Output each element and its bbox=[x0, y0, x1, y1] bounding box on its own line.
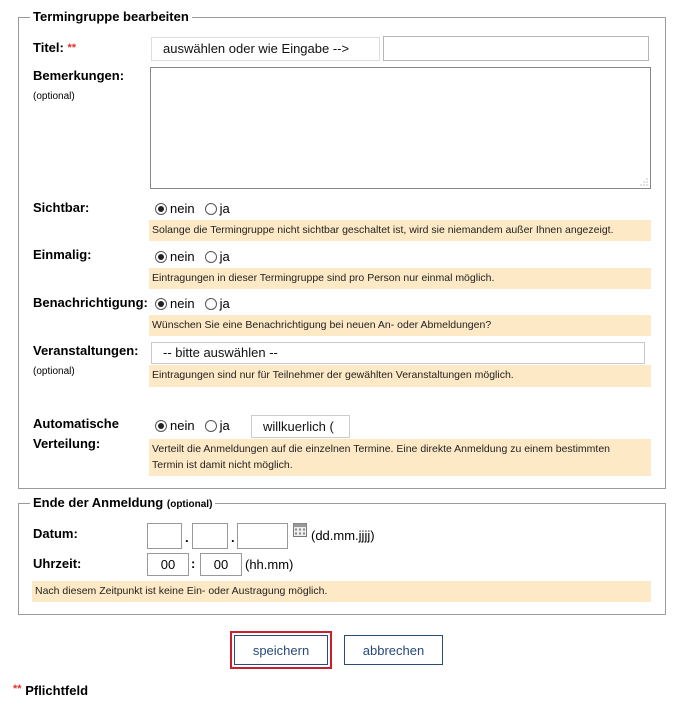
date-separator: . bbox=[185, 530, 189, 545]
time-label: Uhrzeit: bbox=[33, 556, 82, 571]
visible-no-label: nein bbox=[170, 201, 195, 216]
termingruppe-legend: Termingruppe bearbeiten bbox=[30, 9, 192, 24]
courses-select[interactable]: -- bitte auswählen -- bbox=[151, 342, 645, 364]
visible-hint: Solange die Termingruppe nicht sichtbar geschaltet ist, wird sie niemandem außer Ihnen angezeigt. bbox=[149, 220, 651, 241]
title-preset-select[interactable]: auswählen oder wie Eingabe --> bbox=[151, 37, 380, 61]
year-input[interactable] bbox=[237, 523, 288, 549]
remarks-label: Bemerkungen: bbox=[33, 68, 125, 83]
notify-no-label: nein bbox=[170, 296, 195, 311]
notify-hint: Wünschen Sie eine Benachrichtigung bei neuen An- oder Abmeldungen? bbox=[149, 315, 651, 336]
courses-optional: (optional) bbox=[33, 366, 75, 377]
minute-input[interactable]: 00 bbox=[200, 553, 242, 576]
title-label: Titel: ** bbox=[33, 40, 77, 55]
auto-no-radio[interactable] bbox=[155, 420, 167, 432]
once-no-radio[interactable] bbox=[155, 251, 167, 263]
date-format-hint: (dd.mm.jjjj) bbox=[311, 528, 375, 543]
remarks-optional: (optional) bbox=[33, 91, 75, 102]
visible-no-radio[interactable] bbox=[155, 203, 167, 215]
save-button[interactable]: speichern bbox=[234, 635, 328, 665]
once-yes-label: ja bbox=[219, 249, 230, 264]
notify-yes-label: ja bbox=[219, 296, 230, 311]
visible-label: Sichtbar: bbox=[33, 200, 90, 215]
auto-radio-group bbox=[155, 418, 240, 433]
auto-yes-radio[interactable] bbox=[205, 420, 217, 432]
date-separator: . bbox=[231, 530, 235, 545]
required-marker: ** bbox=[13, 683, 22, 695]
time-format-hint: (hh.mm) bbox=[245, 557, 294, 572]
notify-radio-group bbox=[155, 296, 240, 311]
required-marker: ** bbox=[67, 42, 77, 54]
visible-radio-group bbox=[155, 201, 240, 216]
deadline-hint: Nach diesem Zeitpunkt ist keine Ein- oder Austragung möglich. bbox=[32, 581, 651, 602]
notify-label: Benachrichtigung: bbox=[33, 295, 148, 310]
notify-yes-radio[interactable] bbox=[205, 298, 217, 310]
time-separator: : bbox=[191, 556, 196, 571]
month-input[interactable] bbox=[192, 523, 228, 549]
courses-label: Veranstaltungen: bbox=[33, 343, 139, 358]
hour-input[interactable]: 00 bbox=[147, 553, 189, 576]
deadline-legend: Ende der Anmeldung (optional) bbox=[30, 495, 215, 510]
date-label: Datum: bbox=[33, 526, 78, 541]
cancel-button[interactable]: abbrechen bbox=[344, 635, 443, 665]
visible-yes-radio[interactable] bbox=[205, 203, 217, 215]
resize-grip-icon[interactable] bbox=[640, 178, 648, 186]
once-radio-group bbox=[155, 249, 240, 264]
required-legend: ** Pflichtfeld bbox=[13, 683, 89, 698]
once-yes-radio[interactable] bbox=[205, 251, 217, 263]
once-label: Einmalig: bbox=[33, 247, 92, 262]
once-no-label: nein bbox=[170, 249, 195, 264]
auto-no-label: nein bbox=[170, 418, 195, 433]
auto-hint: Verteilt die Anmeldungen auf die einzelnen Termine. Eine direkte Anmeldung zu einem bestimmten Termin ist damit nicht möglich. bbox=[149, 439, 651, 476]
auto-mode-select[interactable]: willkuerlich ( bbox=[251, 415, 350, 438]
notify-no-radio[interactable] bbox=[155, 298, 167, 310]
auto-distribution-label: Automatische Verteilung: bbox=[33, 416, 119, 451]
remarks-textarea[interactable] bbox=[150, 67, 651, 189]
visible-yes-label: ja bbox=[219, 201, 230, 216]
auto-yes-label: ja bbox=[219, 418, 230, 433]
courses-hint: Eintragungen sind nur für Teilnehmer der gewählten Veranstaltungen möglich. bbox=[149, 365, 651, 387]
calendar-icon[interactable] bbox=[293, 523, 307, 537]
day-input[interactable] bbox=[147, 523, 182, 549]
once-hint: Eintragungen in dieser Termingruppe sind pro Person nur einmal möglich. bbox=[149, 268, 651, 289]
title-input[interactable] bbox=[383, 36, 649, 61]
